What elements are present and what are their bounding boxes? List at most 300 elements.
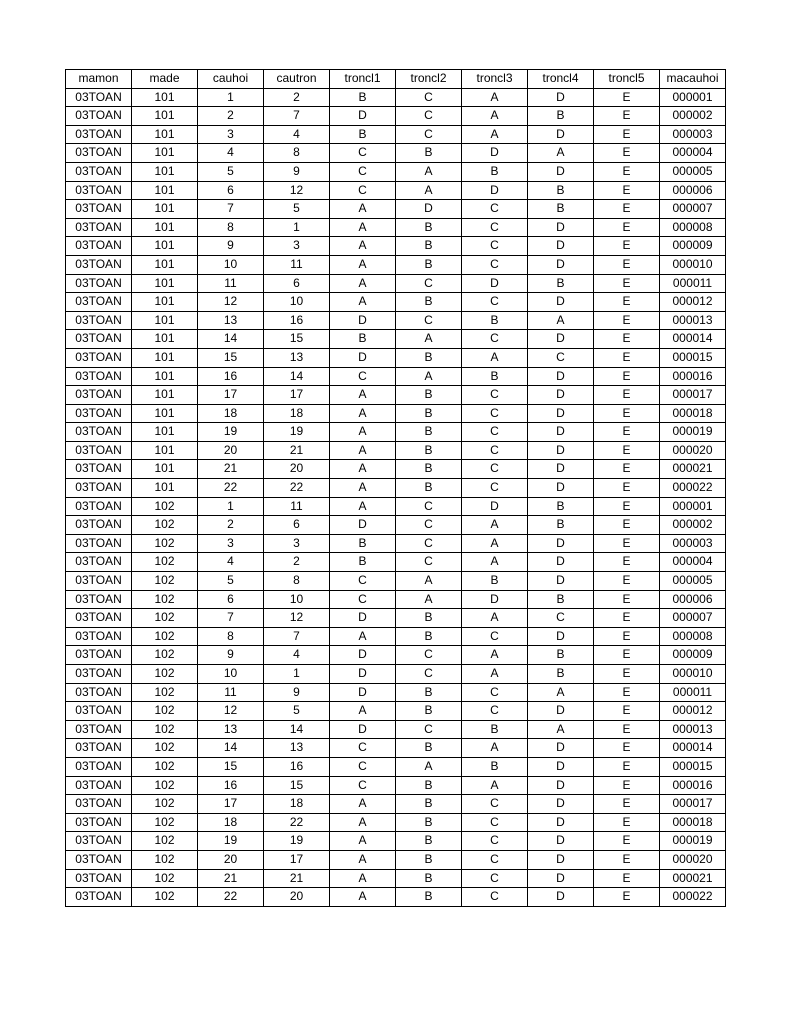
table-cell-cauhoi: 7 [198,200,264,219]
table-cell-troncl5: E [594,348,660,367]
table-cell-troncl1: A [330,832,396,851]
table-row [66,311,726,330]
table-cell-cautron: 15 [264,330,330,349]
table-cell-mamon: 03TOAN [66,88,132,107]
table-cell-troncl1: C [330,590,396,609]
table-cell-troncl1: D [330,311,396,330]
column-header-made: made [132,70,198,89]
table-cell-mamon: 03TOAN [66,181,132,200]
table-cell-troncl2: C [396,553,462,572]
table-cell-made: 102 [132,516,198,535]
table-cell-troncl3: D [462,497,528,516]
table-cell-troncl2: A [396,181,462,200]
table-cell-cautron: 7 [264,107,330,126]
table-cell-made: 101 [132,237,198,256]
table-cell-troncl5: E [594,125,660,144]
table-cell-macauhoi: 000014 [660,739,726,758]
table-cell-cauhoi: 3 [198,534,264,553]
table-cell-troncl1: D [330,516,396,535]
table-cell-troncl5: E [594,330,660,349]
table-cell-made: 102 [132,832,198,851]
table-row [66,534,726,553]
table-cell-cautron: 7 [264,627,330,646]
table-cell-mamon: 03TOAN [66,757,132,776]
table-cell-made: 102 [132,553,198,572]
table-cell-troncl3: B [462,757,528,776]
table-cell-troncl1: A [330,386,396,405]
table-cell-made: 102 [132,627,198,646]
table-cell-troncl5: E [594,609,660,628]
table-cell-made: 101 [132,348,198,367]
table-cell-troncl4: C [528,348,594,367]
table-cell-mamon: 03TOAN [66,237,132,256]
table-cell-troncl2: A [396,757,462,776]
table-row [66,144,726,163]
table-cell-troncl5: E [594,460,660,479]
table-cell-mamon: 03TOAN [66,367,132,386]
table-cell-macauhoi: 000003 [660,534,726,553]
table-cell-cauhoi: 22 [198,888,264,907]
data-table [65,69,726,907]
table-cell-made: 102 [132,739,198,758]
table-cell-troncl3: C [462,702,528,721]
table-cell-troncl4: B [528,274,594,293]
table-cell-troncl4: D [528,125,594,144]
table-cell-cauhoi: 19 [198,832,264,851]
table-cell-made: 101 [132,367,198,386]
table-cell-troncl2: A [396,162,462,181]
table-cell-made: 101 [132,441,198,460]
table-cell-troncl4: B [528,516,594,535]
table-cell-troncl4: D [528,572,594,591]
table-cell-cauhoi: 18 [198,813,264,832]
table-cell-troncl5: E [594,162,660,181]
table-cell-troncl5: E [594,404,660,423]
column-header-troncl2: troncl2 [396,70,462,89]
table-cell-mamon: 03TOAN [66,832,132,851]
table-row [66,590,726,609]
table-row [66,683,726,702]
table-cell-mamon: 03TOAN [66,218,132,237]
table-cell-troncl2: A [396,367,462,386]
table-cell-mamon: 03TOAN [66,107,132,126]
table-row [66,237,726,256]
table-cell-macauhoi: 000020 [660,850,726,869]
table-cell-macauhoi: 000015 [660,757,726,776]
table-cell-mamon: 03TOAN [66,479,132,498]
table-cell-troncl4: D [528,627,594,646]
table-cell-troncl4: D [528,404,594,423]
table-cell-troncl1: A [330,441,396,460]
table-cell-troncl2: B [396,795,462,814]
table-cell-mamon: 03TOAN [66,795,132,814]
table-cell-macauhoi: 000010 [660,255,726,274]
table-cell-cautron: 12 [264,609,330,628]
column-header-troncl5: troncl5 [594,70,660,89]
table-cell-troncl2: C [396,311,462,330]
column-header-troncl3: troncl3 [462,70,528,89]
table-cell-macauhoi: 000003 [660,125,726,144]
table-cell-troncl5: E [594,274,660,293]
table-cell-troncl3: A [462,776,528,795]
table-cell-troncl5: E [594,627,660,646]
table-cell-made: 102 [132,888,198,907]
table-cell-troncl3: D [462,274,528,293]
table-cell-mamon: 03TOAN [66,386,132,405]
table-cell-mamon: 03TOAN [66,739,132,758]
table-cell-troncl1: A [330,888,396,907]
header-row [66,70,726,89]
table-cell-made: 102 [132,757,198,776]
table-cell-troncl3: C [462,683,528,702]
table-cell-made: 102 [132,665,198,684]
table-cell-troncl3: C [462,460,528,479]
table-cell-cauhoi: 15 [198,348,264,367]
table-cell-mamon: 03TOAN [66,553,132,572]
table-cell-troncl2: B [396,423,462,442]
table-cell-cautron: 3 [264,534,330,553]
spreadsheet-page [65,69,726,907]
table-cell-made: 102 [132,646,198,665]
table-cell-troncl2: B [396,888,462,907]
table-row [66,888,726,907]
table-cell-cauhoi: 13 [198,720,264,739]
table-cell-troncl4: D [528,88,594,107]
table-cell-troncl3: A [462,609,528,628]
table-cell-troncl3: D [462,181,528,200]
table-cell-cauhoi: 8 [198,627,264,646]
table-cell-cauhoi: 20 [198,850,264,869]
table-row [66,757,726,776]
table-cell-troncl3: A [462,348,528,367]
table-cell-macauhoi: 000012 [660,293,726,312]
table-cell-cauhoi: 1 [198,497,264,516]
table-row [66,107,726,126]
table-cell-made: 101 [132,255,198,274]
table-cell-made: 101 [132,181,198,200]
table-cell-troncl4: A [528,683,594,702]
table-cell-troncl2: B [396,813,462,832]
table-cell-troncl3: C [462,813,528,832]
table-cell-mamon: 03TOAN [66,776,132,795]
table-cell-troncl1: A [330,813,396,832]
table-cell-cauhoi: 18 [198,404,264,423]
table-cell-cauhoi: 16 [198,367,264,386]
table-cell-cautron: 9 [264,683,330,702]
table-cell-troncl3: A [462,665,528,684]
table-cell-troncl3: C [462,237,528,256]
table-cell-troncl2: B [396,218,462,237]
table-cell-troncl4: B [528,497,594,516]
table-cell-macauhoi: 000004 [660,144,726,163]
table-row [66,776,726,795]
table-cell-troncl4: A [528,720,594,739]
table-cell-troncl5: E [594,720,660,739]
table-cell-troncl2: B [396,404,462,423]
table-cell-macauhoi: 000001 [660,88,726,107]
table-cell-made: 101 [132,88,198,107]
table-cell-cauhoi: 21 [198,869,264,888]
table-cell-troncl4: D [528,423,594,442]
table-cell-troncl4: B [528,181,594,200]
table-cell-mamon: 03TOAN [66,869,132,888]
table-cell-macauhoi: 000011 [660,683,726,702]
table-cell-cautron: 6 [264,516,330,535]
table-cell-troncl1: C [330,757,396,776]
table-cell-mamon: 03TOAN [66,702,132,721]
table-cell-mamon: 03TOAN [66,274,132,293]
table-cell-made: 102 [132,850,198,869]
column-header-troncl4: troncl4 [528,70,594,89]
table-row [66,274,726,293]
table-cell-troncl5: E [594,776,660,795]
table-cell-troncl1: C [330,572,396,591]
table-cell-macauhoi: 000019 [660,832,726,851]
table-cell-cauhoi: 16 [198,776,264,795]
table-cell-troncl3: B [462,367,528,386]
table-cell-macauhoi: 000002 [660,107,726,126]
table-cell-troncl3: C [462,404,528,423]
table-cell-cautron: 10 [264,293,330,312]
table-cell-troncl3: C [462,850,528,869]
table-cell-mamon: 03TOAN [66,497,132,516]
column-header-cautron: cautron [264,70,330,89]
table-cell-cautron: 22 [264,813,330,832]
table-row [66,720,726,739]
table-cell-cauhoi: 1 [198,88,264,107]
table-cell-troncl1: A [330,200,396,219]
table-cell-troncl5: E [594,497,660,516]
table-cell-cautron: 17 [264,386,330,405]
table-cell-troncl2: B [396,869,462,888]
table-cell-troncl1: B [330,330,396,349]
table-cell-troncl1: A [330,702,396,721]
table-cell-made: 101 [132,311,198,330]
table-cell-troncl1: A [330,850,396,869]
table-cell-made: 101 [132,293,198,312]
table-cell-cauhoi: 20 [198,441,264,460]
table-cell-cautron: 8 [264,144,330,163]
table-cell-troncl1: D [330,665,396,684]
table-cell-made: 102 [132,795,198,814]
table-cell-mamon: 03TOAN [66,200,132,219]
table-cell-mamon: 03TOAN [66,144,132,163]
table-cell-made: 102 [132,813,198,832]
table-cell-troncl2: C [396,720,462,739]
table-cell-troncl4: B [528,200,594,219]
table-cell-troncl5: E [594,813,660,832]
table-cell-troncl3: C [462,293,528,312]
table-cell-troncl1: A [330,255,396,274]
table-cell-cauhoi: 19 [198,423,264,442]
table-cell-troncl2: B [396,627,462,646]
table-cell-troncl2: B [396,386,462,405]
table-cell-troncl2: C [396,125,462,144]
table-cell-cautron: 18 [264,795,330,814]
table-cell-cauhoi: 5 [198,572,264,591]
table-cell-troncl5: E [594,311,660,330]
table-cell-macauhoi: 000017 [660,795,726,814]
table-cell-troncl2: C [396,646,462,665]
table-cell-troncl4: D [528,330,594,349]
table-cell-made: 102 [132,702,198,721]
table-cell-troncl3: A [462,107,528,126]
table-cell-macauhoi: 000012 [660,702,726,721]
table-cell-cauhoi: 2 [198,516,264,535]
table-row [66,88,726,107]
table-cell-macauhoi: 000018 [660,404,726,423]
table-row [66,739,726,758]
table-cell-troncl1: D [330,720,396,739]
table-cell-troncl3: C [462,888,528,907]
table-cell-troncl4: D [528,702,594,721]
table-cell-troncl2: C [396,665,462,684]
table-cell-macauhoi: 000008 [660,218,726,237]
table-cell-troncl4: D [528,776,594,795]
table-cell-mamon: 03TOAN [66,404,132,423]
table-cell-cautron: 17 [264,850,330,869]
table-cell-troncl3: C [462,218,528,237]
table-row [66,423,726,442]
table-row [66,702,726,721]
table-row [66,348,726,367]
table-row [66,200,726,219]
table-cell-troncl2: C [396,497,462,516]
table-cell-troncl2: B [396,776,462,795]
table-row [66,869,726,888]
table-cell-troncl2: B [396,850,462,869]
table-cell-macauhoi: 000008 [660,627,726,646]
table-cell-troncl1: A [330,627,396,646]
table-cell-macauhoi: 000014 [660,330,726,349]
table-cell-troncl3: B [462,311,528,330]
table-row [66,441,726,460]
column-header-mamon: mamon [66,70,132,89]
table-cell-troncl3: C [462,423,528,442]
table-cell-troncl3: C [462,869,528,888]
table-row [66,627,726,646]
table-cell-troncl5: E [594,386,660,405]
table-cell-macauhoi: 000010 [660,665,726,684]
table-cell-cautron: 4 [264,646,330,665]
table-cell-mamon: 03TOAN [66,850,132,869]
table-cell-made: 102 [132,590,198,609]
table-cell-troncl5: E [594,553,660,572]
table-cell-troncl2: A [396,572,462,591]
table-row [66,832,726,851]
table-cell-cautron: 8 [264,572,330,591]
table-cell-troncl1: B [330,534,396,553]
table-cell-cauhoi: 15 [198,757,264,776]
table-cell-cautron: 6 [264,274,330,293]
table-cell-macauhoi: 000006 [660,181,726,200]
table-cell-cauhoi: 9 [198,237,264,256]
table-cell-macauhoi: 000013 [660,311,726,330]
table-cell-troncl5: E [594,832,660,851]
table-cell-troncl2: B [396,348,462,367]
table-cell-cauhoi: 8 [198,218,264,237]
table-cell-cautron: 21 [264,869,330,888]
table-cell-troncl5: E [594,702,660,721]
table-cell-mamon: 03TOAN [66,665,132,684]
table-cell-troncl4: D [528,553,594,572]
table-cell-cautron: 19 [264,832,330,851]
table-cell-cauhoi: 17 [198,795,264,814]
table-cell-cautron: 2 [264,88,330,107]
table-cell-troncl1: C [330,739,396,758]
table-cell-troncl5: E [594,888,660,907]
table-cell-made: 101 [132,404,198,423]
table-cell-mamon: 03TOAN [66,330,132,349]
table-row [66,497,726,516]
table-cell-troncl4: D [528,739,594,758]
table-cell-macauhoi: 000022 [660,888,726,907]
table-cell-macauhoi: 000007 [660,200,726,219]
table-cell-cautron: 13 [264,739,330,758]
table-cell-cautron: 12 [264,181,330,200]
table-cell-cautron: 9 [264,162,330,181]
table-cell-macauhoi: 000015 [660,348,726,367]
table-cell-cautron: 10 [264,590,330,609]
table-cell-mamon: 03TOAN [66,311,132,330]
table-cell-troncl5: E [594,869,660,888]
table-cell-troncl5: E [594,441,660,460]
table-cell-troncl4: A [528,311,594,330]
table-row [66,516,726,535]
table-cell-troncl3: C [462,386,528,405]
table-cell-cautron: 11 [264,255,330,274]
table-cell-troncl1: A [330,795,396,814]
table-cell-troncl5: E [594,757,660,776]
table-cell-troncl5: E [594,367,660,386]
table-cell-troncl4: D [528,386,594,405]
table-cell-troncl3: B [462,162,528,181]
table-cell-troncl5: E [594,107,660,126]
table-cell-made: 101 [132,162,198,181]
table-cell-mamon: 03TOAN [66,646,132,665]
column-header-macauhoi: macauhoi [660,70,726,89]
table-cell-troncl2: B [396,683,462,702]
table-cell-troncl1: A [330,423,396,442]
table-cell-troncl5: E [594,218,660,237]
table-row [66,404,726,423]
table-cell-troncl5: E [594,88,660,107]
table-cell-troncl1: C [330,144,396,163]
table-cell-troncl2: B [396,255,462,274]
table-cell-troncl3: C [462,330,528,349]
table-cell-macauhoi: 000004 [660,553,726,572]
table-cell-troncl2: C [396,534,462,553]
table-cell-troncl3: C [462,832,528,851]
table-cell-macauhoi: 000011 [660,274,726,293]
table-row [66,218,726,237]
table-cell-troncl3: A [462,88,528,107]
table-cell-troncl1: C [330,162,396,181]
table-cell-troncl4: D [528,237,594,256]
table-cell-mamon: 03TOAN [66,683,132,702]
table-cell-cautron: 14 [264,367,330,386]
table-cell-cauhoi: 6 [198,590,264,609]
table-cell-made: 102 [132,776,198,795]
table-cell-cauhoi: 12 [198,702,264,721]
table-cell-troncl4: D [528,441,594,460]
table-cell-cautron: 11 [264,497,330,516]
table-cell-troncl3: A [462,534,528,553]
table-cell-troncl5: E [594,423,660,442]
table-cell-troncl1: D [330,609,396,628]
table-cell-made: 102 [132,609,198,628]
table-cell-mamon: 03TOAN [66,460,132,479]
